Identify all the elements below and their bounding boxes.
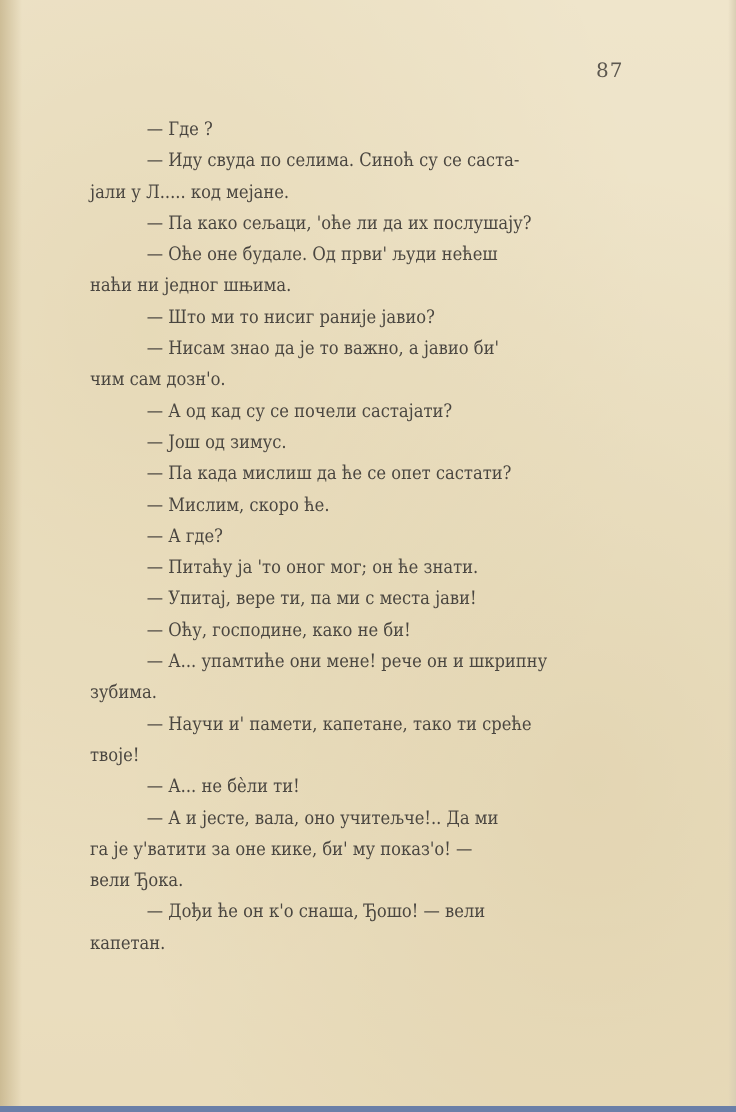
text-line: — Нисам знао да је то важно, а јавио би' <box>146 337 499 360</box>
text-line: зубима. <box>90 681 157 704</box>
text-line: чим сам дозн'о. <box>90 368 226 391</box>
body-text <box>90 114 553 959</box>
text-line: вели Ђока. <box>90 869 184 892</box>
text-line: — Где ? <box>146 118 213 140</box>
text-line: — А... не бѐли ти! <box>146 775 300 798</box>
text-line: — А где? <box>146 524 223 547</box>
page-gutter-shadow <box>0 0 22 1112</box>
text-line: — Иду свуда по селима. Синоћ су се саста- <box>146 149 520 172</box>
text-line: га је у'ватити за оне кике, би' му показ'о! — <box>90 837 473 860</box>
text-line: наћи ни једног шњима. <box>90 274 292 297</box>
page-number: 87 <box>596 58 624 82</box>
text-line: — Оће оне будале. Од први' људи нећеш <box>146 243 498 266</box>
text-line: јали у Л..... код мејане. <box>90 180 290 203</box>
text-line: — Дођи ће он к'о снаша, Ђошо! — вели <box>146 900 486 923</box>
text-line: — Оћу, господине, како не би! <box>146 618 411 641</box>
text-line: — А од кад су се почели састајати? <box>146 399 453 422</box>
text-line: — Па када мислиш да ће се опет састати? <box>146 462 512 485</box>
text-line: — А... упамтиће они мене! рече он и шкрипну <box>146 650 548 673</box>
text-line: — А и јесте, вала, оно учитељче!.. Да ми <box>146 806 499 829</box>
text-line: — Па како сељаци, 'оће ли да их послушају? <box>146 211 532 234</box>
page-edge <box>728 0 736 1112</box>
text-line: — Још од зимус. <box>146 430 287 453</box>
text-line: твоје! <box>90 743 140 766</box>
text-line: — Научи и' памети, капетане, тако ти среће <box>146 712 532 735</box>
text-line: — Мислим, скоро ће. <box>146 493 330 516</box>
text-line: — Упитај, вере ти, па ми с места јави! <box>146 587 477 610</box>
text-line: — Што ми то нисиг раније јавио? <box>146 305 435 328</box>
text-line: капетан. <box>90 931 166 954</box>
text-line: — Питаћу ја 'то оног мог; он ће знати. <box>146 556 479 579</box>
scan-border <box>0 1106 736 1112</box>
